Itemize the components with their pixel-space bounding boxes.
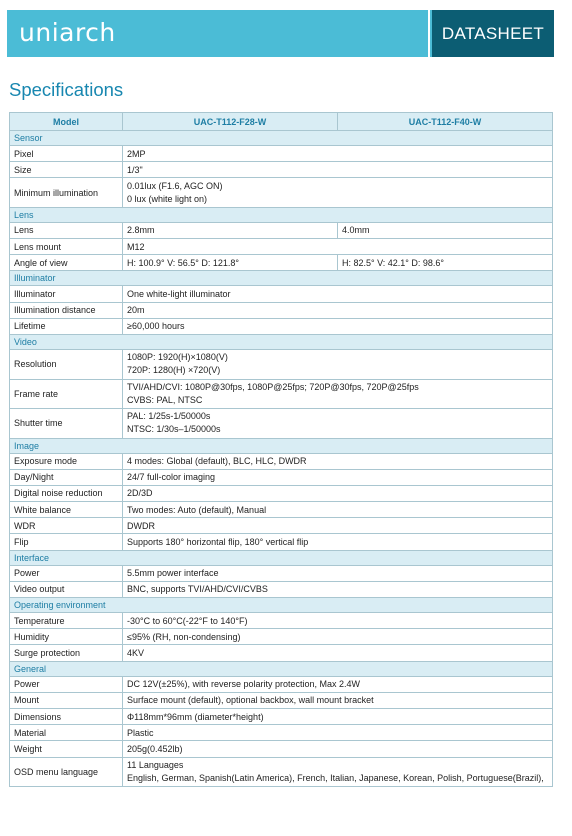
spec-value-line: 1080P: 1920(H)×1080(V) [127, 352, 228, 363]
spec-value: 4KV [123, 645, 553, 661]
spec-value: 24/7 full-color imaging [123, 469, 553, 485]
section-row [10, 550, 553, 565]
spec-value: 1/3" [123, 162, 553, 178]
spec-value: -30°C to 60°C(-22°F to 140°F) [123, 613, 553, 629]
spec-label: Exposure mode [10, 453, 123, 469]
section-title: Sensor [10, 131, 553, 146]
spec-label: Surge protection [10, 645, 123, 661]
table-row [10, 645, 553, 661]
spec-value: 5.5mm power interface [123, 565, 553, 581]
table-row [10, 676, 553, 692]
table-row [10, 708, 553, 724]
spec-label: Digital noise reduction [10, 485, 123, 501]
spec-value [123, 350, 553, 380]
datasheet-badge: DATASHEET [432, 10, 554, 57]
section-row [10, 661, 553, 676]
spec-value-line: TVI/AHD/CVI: 1080P@30fps, 1080P@25fps; 720P@30fps, 720P@25fps [127, 381, 419, 392]
table-row [10, 178, 553, 208]
table-row [10, 757, 553, 787]
spec-label: Day/Night [10, 469, 123, 485]
brand-logo: uniarch [19, 18, 116, 47]
spec-value [123, 757, 553, 787]
spec-value: Supports 180° horizontal flip, 180° vertical flip [123, 534, 553, 550]
table-row [10, 485, 553, 501]
spec-value-line: 0.01lux (F1.6, AGC ON) [127, 180, 223, 191]
column-header-model: Model [10, 113, 123, 131]
table-row [10, 692, 553, 708]
table-row [10, 255, 553, 271]
table-row [10, 725, 553, 741]
spec-label: Lens mount [10, 239, 123, 255]
spec-value: Two modes: Auto (default), Manual [123, 502, 553, 518]
spec-label: Mount [10, 692, 123, 708]
spec-value: ≤95% (RH, non-condensing) [123, 629, 553, 645]
section-row [10, 335, 553, 350]
page-title: Specifications [9, 79, 124, 100]
table-row [10, 534, 553, 550]
spec-label: Dimensions [10, 708, 123, 724]
table-row [10, 146, 553, 162]
spec-value: 20m [123, 302, 553, 318]
section-title: Image [10, 438, 553, 453]
section-row [10, 271, 553, 286]
spec-value-line: CVBS: PAL, NTSC [127, 394, 203, 405]
section-title: General [10, 661, 553, 676]
section-row [10, 207, 553, 222]
spec-label: Material [10, 725, 123, 741]
spec-value: DC 12V(±25%), with reverse polarity protection, Max 2.4W [123, 676, 553, 692]
spec-table [9, 112, 553, 787]
spec-value: Φ118mm*96mm (diameter*height) [123, 708, 553, 724]
spec-label: Flip [10, 534, 123, 550]
spec-label: Lens [10, 222, 123, 238]
spec-value-line: 11 Languages [127, 759, 184, 770]
table-row [10, 629, 553, 645]
spec-label: Frame rate [10, 379, 123, 409]
spec-label: Illuminator [10, 286, 123, 302]
table-row [10, 453, 553, 469]
section-title: Video [10, 335, 553, 350]
column-header-model-1: UAC-T112-F28-W [123, 113, 338, 131]
table-row [10, 613, 553, 629]
spec-label: Size [10, 162, 123, 178]
page-header [7, 10, 554, 57]
spec-value [123, 409, 553, 439]
spec-value-line: 720P: 1280(H) ×720(V) [127, 365, 221, 376]
spec-value-model-2: H: 82.5° V: 42.1° D: 98.6° [338, 255, 553, 271]
table-row [10, 581, 553, 597]
header-divider [428, 10, 430, 57]
table-row [10, 565, 553, 581]
spec-value: Surface mount (default), optional backbox, wall mount bracket [123, 692, 553, 708]
table-row [10, 469, 553, 485]
spec-value: One white-light illuminator [123, 286, 553, 302]
table-row [10, 741, 553, 757]
table-row [10, 379, 553, 409]
spec-label: Shutter time [10, 409, 123, 439]
section-title: Operating environment [10, 598, 553, 613]
spec-value: BNC, supports TVI/AHD/CVI/CVBS [123, 581, 553, 597]
spec-value [123, 178, 553, 208]
spec-value: 2D/3D [123, 485, 553, 501]
spec-label: Weight [10, 741, 123, 757]
table-row [10, 162, 553, 178]
spec-value-line: 0 lux (white light on) [127, 193, 208, 204]
section-row [10, 598, 553, 613]
table-row [10, 318, 553, 334]
spec-label: Video output [10, 581, 123, 597]
table-row [10, 302, 553, 318]
spec-value-model-2: 4.0mm [338, 222, 553, 238]
table-row [10, 409, 553, 439]
spec-label: Temperature [10, 613, 123, 629]
spec-label: Minimum illumination [10, 178, 123, 208]
spec-label: Humidity [10, 629, 123, 645]
spec-label: OSD menu language [10, 757, 123, 787]
spec-label: Pixel [10, 146, 123, 162]
table-row [10, 222, 553, 238]
table-row [10, 518, 553, 534]
section-title: Lens [10, 207, 553, 222]
section-row [10, 131, 553, 146]
table-row [10, 286, 553, 302]
spec-label: White balance [10, 502, 123, 518]
spec-value-line: PAL: 1/25s-1/50000s [127, 411, 211, 422]
spec-label: Illumination distance [10, 302, 123, 318]
spec-label: Lifetime [10, 318, 123, 334]
spec-table-body [10, 131, 553, 787]
spec-label: Power [10, 676, 123, 692]
spec-value: 4 modes: Global (default), BLC, HLC, DWDR [123, 453, 553, 469]
spec-value: ≥60,000 hours [123, 318, 553, 334]
spec-value: 2MP [123, 146, 553, 162]
spec-value: M12 [123, 239, 553, 255]
spec-value: 205g(0.452lb) [123, 741, 553, 757]
spec-value-model-1: H: 100.9° V: 56.5° D: 121.8° [123, 255, 338, 271]
spec-label: Power [10, 565, 123, 581]
column-header-model-2: UAC-T112-F40-W [338, 113, 553, 131]
spec-value-line: NTSC: 1/30s–1/50000s [127, 424, 221, 435]
spec-value-line: English, German, Spanish(Latin America), French, Italian, Japanese, Korean, Polish, Portuguese(Brazil), [127, 772, 544, 783]
table-header-row [10, 113, 553, 131]
spec-label: Resolution [10, 350, 123, 380]
section-title: Illuminator [10, 271, 553, 286]
spec-label: WDR [10, 518, 123, 534]
spec-value [123, 379, 553, 409]
spec-value: Plastic [123, 725, 553, 741]
section-title: Interface [10, 550, 553, 565]
table-row [10, 239, 553, 255]
spec-value-model-1: 2.8mm [123, 222, 338, 238]
spec-label: Angle of view [10, 255, 123, 271]
section-row [10, 438, 553, 453]
spec-value: DWDR [123, 518, 553, 534]
table-row [10, 350, 553, 380]
table-row [10, 502, 553, 518]
